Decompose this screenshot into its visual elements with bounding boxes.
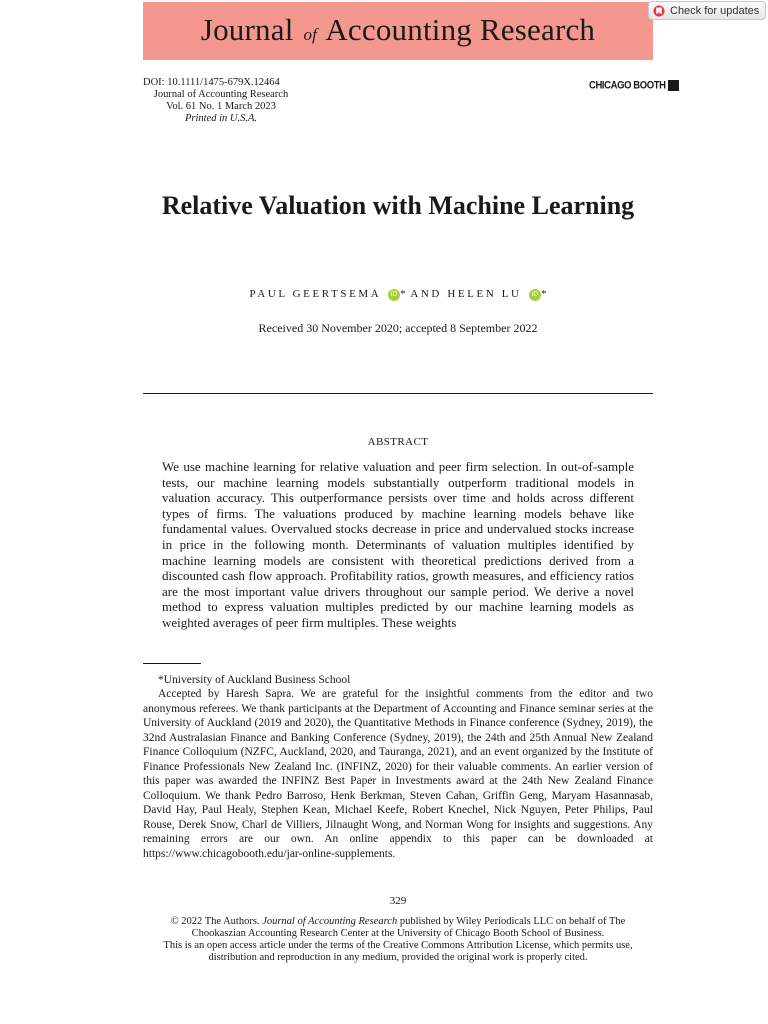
author-connector: AND	[410, 288, 442, 300]
received-dates: Received 30 November 2020; accepted 8 September 2022	[258, 321, 538, 335]
abstract-text: We use machine learning for relative valuation and peer firm selection. In out-of-sample tests, our machine learning models substantially outperform traditional models in valuation accuracy. This outperformance persists over time and holds across different types of firms. The valuations produced by machine learning models behave like fundamental values. Overvalued stocks decrease in price and undervalued stocks increase in price in the following month. Determinants of valuation multiples identified by machine learning models are consistent with theoretical predictions derived from a discounted cash flow approach. Profitability ratios, growth measures, and efficiency ratios are the most important value drivers throughout our sample period. We derive a novel method to express valuation multiples predicted by our machine learning models as weighted averages of peer firm multiples. These weights	[162, 459, 634, 630]
author-line	[143, 288, 653, 301]
copyright-prefix: © 2022 The Authors.	[170, 916, 260, 927]
journal-banner	[143, 2, 653, 60]
check-for-updates-button[interactable]	[648, 1, 766, 20]
journal-title-of: of	[303, 25, 318, 44]
author-1-footnote-mark: *	[400, 288, 406, 300]
journal-meta	[143, 89, 299, 125]
doi-line[interactable]	[143, 77, 280, 89]
copyright-notice	[143, 916, 653, 939]
footnote-divider	[143, 663, 201, 664]
article-title: Relative Valuation with Machine Learning	[161, 191, 635, 220]
logo-text: CHICAGO BOOTH	[589, 78, 666, 92]
volume-line: Vol. 61 No. 1 March 2023	[166, 101, 276, 112]
journal-line: Journal of Accounting Research	[153, 89, 289, 100]
page-number: 329	[389, 895, 407, 907]
journal-title	[143, 12, 653, 48]
copyright-journal: Journal of Accounting Research	[262, 916, 398, 927]
author-2-footnote-mark: *	[540, 288, 547, 300]
abstract-heading: ABSTRACT	[367, 436, 429, 448]
check-for-updates-label: Check for updates	[670, 4, 760, 17]
orcid-icon[interactable]: iD	[529, 289, 541, 301]
chicago-booth-logo	[589, 78, 679, 92]
doi-text[interactable]: DOI: 10.1111/1475-679X.12464	[143, 77, 280, 88]
orcid-icon[interactable]: iD	[388, 289, 400, 301]
booth-shield-icon	[668, 80, 679, 91]
footnote-affiliation: *University of Auckland Business School	[158, 674, 351, 686]
header-divider	[143, 393, 653, 394]
footnote-acknowledgement: Accepted by Haresh Sapra. We are grateful for the insightful comments from the editor and two anonymous referees. We thank participants at the Department of Accounting and Finance seminar series at the University of Auckland (2019 and 2020), the Quantitative Methods in Finance conference (Sydney, 2019), the 32nd Australasian Finance and Banking Conference (Sydney, 2019), the 24th and 25th Annual New Zealand Finance Colloquium (NZFC, Auckland, 2020, and Tauranga, 2021), and an event organized by the Institute of Finance Professionals New Zealand Inc. (INFINZ, 2020) for their valuable comments. An earlier version of this paper was awarded the INFINZ Best Paper in Investments award at the 24th New Zealand Finance Colloquium. We thank Pedro Barroso, Henk Berkman, Steven Cahan, Griffin Geng, Maryam Hasannasab, David Hay, Paul Healy, Stephen Kean, Michael Keefe, Robert Knechel, Nick Nguyen, Peter Philips, Paul Rouse, Derek Snow, Charl de Villiers, Jilnaught Wong, and Norman Wong for insights and suggestions. Any remaining errors are our own. An online appendix to this paper can be downloaded at https://www.chicagobooth.edu/jar-online-supplements.	[143, 688, 653, 860]
journal-title-part2: Accounting Research	[325, 12, 596, 47]
license-notice: This is an open access article under the terms of the Creative Commons Attribution License, which permits use, distribution and reproduction in any medium, provided the original work is properly cited.	[163, 940, 633, 963]
author-2: HELEN LU	[447, 288, 522, 300]
author-1: PAUL GEERTSEMA	[249, 288, 381, 300]
printed-line: Printed in U.S.A.	[184, 113, 258, 124]
copyright-suffix: published by Wiley Periodicals LLC on behalf of The Chookaszian Accounting Research Center at the University of Chicago Booth School of Business.	[191, 916, 626, 939]
journal-title-part1: Journal	[200, 12, 294, 47]
crossmark-icon	[653, 5, 665, 17]
